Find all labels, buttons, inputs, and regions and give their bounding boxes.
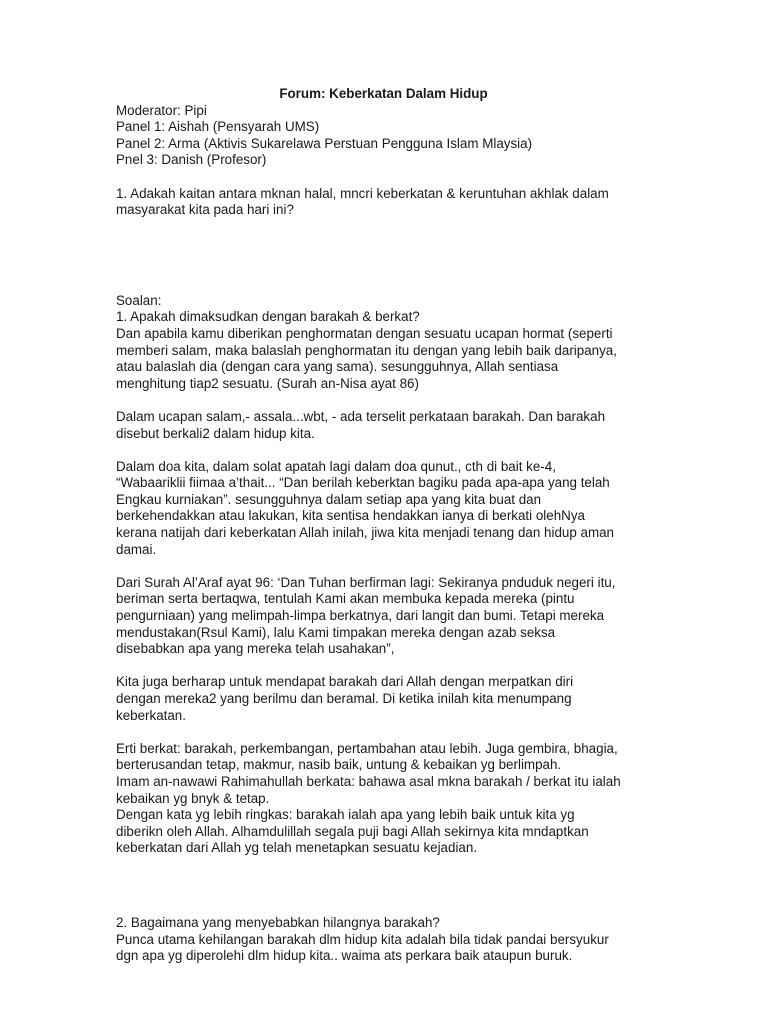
text-line: Dan apabila kamu diberikan penghormatan dengan sesuatu ucapan hormat (seperti [116, 325, 613, 341]
text-line: memberi salam, maka balaslah penghormatan itu dengan yang lebih baik daripanya, [116, 342, 617, 358]
text-line: diberikn oleh Allah. Alhamdulillah segala puji bagi Allah sekirnya kita mndaptkan [116, 823, 589, 839]
section-2 [116, 915, 676, 965]
spacer [116, 219, 676, 293]
text-line: Dalam doa kita, dalam solat apatah lagi dalam doa qunut., cth di bait ke-4, [116, 458, 556, 474]
moderator-line: Moderator: Pipi [116, 102, 207, 118]
text-line: Dengan kata yg lebih ringkas: barakah ialah apa yang lebih baik untuk kita yg [116, 807, 575, 823]
text-line: dgn apa yg diperolehi dlm hidup kita.. waima ats perkara baik ataupun buruk. [116, 948, 573, 964]
document-title: Forum: Keberkatan Dalam Hidup [279, 86, 488, 101]
spacer [116, 724, 676, 741]
question-2-heading: 2. Bagaimana yang menyebabkan hilangnya barakah? [116, 914, 440, 930]
text-line: Engkau kurniakan”. sesungguhnya dalam setiap apa yang kita buat dan [116, 491, 542, 507]
text-line: disebut berkali2 dalam hidup kita. [116, 425, 315, 441]
text-line: keberkatan. [116, 707, 186, 723]
text-line: “Wabaariklii fiimaa a’thait... “Dan berilah keberktan bagiku pada apa-apa yang telah [116, 475, 610, 491]
text-line: berterusandan tetap, makmur, nasib baik, untung & kebaikan yg berlimpah. [116, 757, 562, 773]
text-line: Erti berkat: barakah, perkembangan, pertambahan atau lebih. Juga gembira, bhagia, [116, 740, 618, 756]
panel-list [116, 103, 676, 169]
text-line: beriman serta bertaqwa, tentulah Kami akan membuka kepada mereka (pintu [116, 591, 575, 607]
text-line: masyarakat kita pada hari ini? [116, 202, 294, 218]
spacer [116, 558, 676, 575]
text-line: kebaikan yg bnyk & tetap. [116, 790, 270, 806]
spacer [116, 169, 676, 186]
spacer [116, 857, 676, 915]
document-page [116, 86, 676, 965]
text-line: Imam an-nawawi Rahimahullah berkata: bahawa asal mkna barakah / berkat itu ialah [116, 773, 621, 789]
question-1-heading: 1. Apakah dimaksudkan dengan barakah & berkat? [116, 309, 420, 325]
text-line: Punca utama kehilangan barakah dlm hidup kita adalah bila tidak pandai bersyukur [116, 931, 609, 947]
soalan-heading: Soalan: [116, 292, 162, 308]
section-1 [116, 293, 676, 857]
text-line: mendustakan(Rsul Kami), lalu Kami timpakan mereka dengan azab seksa [116, 624, 556, 640]
text-line: Dalam ucapan salam,- assala...wbt, - ada terselit perkataan barakah. Dan barakah [116, 408, 606, 424]
text-line: disebabkan apa yang mereka telah usahakan”, [116, 641, 395, 657]
text-line: damai. [116, 541, 157, 557]
text-line: keberkatan dari Allah yg telah menetapkan sesuatu kejadian. [116, 840, 478, 856]
text-line: 1. Adakah kaitan antara mknan halal, mncri keberkatan & keruntuhan akhlak dalam [116, 185, 609, 201]
text-line: atau balaslah dia (dengan cara yang sama). sesungguhnya, Allah sentiasa [116, 359, 559, 375]
intro-question [116, 186, 676, 219]
text-line: menghitung tiap2 sesuatu. (Surah an-Nisa ayat 86) [116, 375, 419, 391]
text-line: Kita juga berharap untuk mendapat barakah dari Allah dengan merpatkan diri [116, 674, 574, 690]
text-line: dengan mereka2 yang berilmu dan beramal. Di ketika inilah kita menumpang [116, 691, 572, 706]
spacer [116, 392, 676, 409]
spacer [116, 442, 676, 459]
text-line: kerana natijah dari keberkatan Allah inilah, jiwa kita menjadi tenang dan hidup aman [116, 525, 615, 541]
text-line: pengurniaan) yang melimpah-limpa berkatnya, dari langit dan bumi. Tetapi mereka [116, 608, 605, 624]
spacer [116, 658, 676, 675]
panel-3-line: Pnel 3: Danish (Profesor) [116, 152, 267, 168]
text-line: berkehendakkan atau lakukan, kita sentisa hendakkan ianya di berkati olehNya [116, 508, 585, 524]
text-line: Dari Surah Al’Araf ayat 96: ‘Dan Tuhan berfirman lagi: Sekiranya pnduduk negeri itu, [116, 574, 616, 590]
panel-2-line: Panel 2: Arma (Aktivis Sukarelawa Perstuan Pengguna Islam Mlaysia) [116, 135, 533, 151]
panel-1-line: Panel 1: Aishah (Pensyarah UMS) [116, 119, 320, 135]
